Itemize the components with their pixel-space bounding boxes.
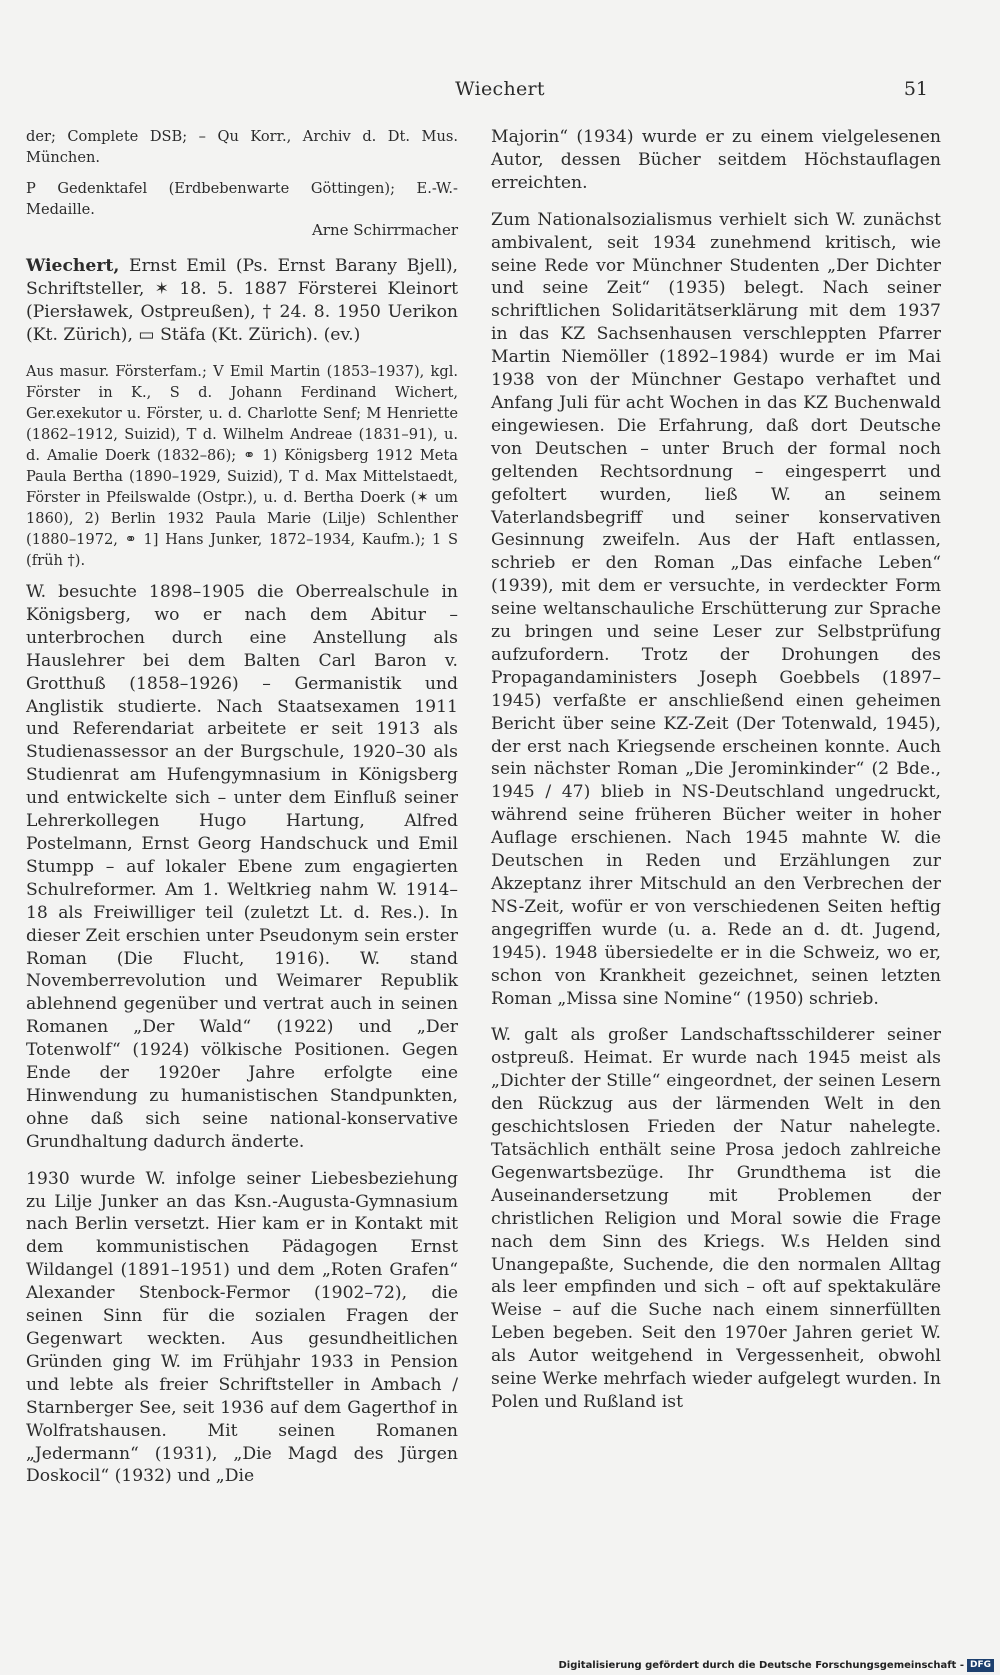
- right-column: [491, 126, 941, 1414]
- body-paragraph-3: Zum Nationalsozialismus verhielt sich W. zunächst ambivalent, seit 1934 zunehmend kritisch, wie seine Rede vor Münchner Studenten „Der Dichter und seine Zeit“ (1935) belegt. Nach seiner schriftlichen Solidaritätserklärung mit dem 1937 in das KZ Sachsenhausen verschleppten Pfarrer Martin Niemöller (1892–1984) wurde er im Mai 1938 von der Münchner Gestapo verhaftet und Anfang Juli für acht Wochen in das KZ Buchenwald eingewiesen. Die Erfahrung, daß dort Deutsche von Deutschen – unter Bruch der formal noch geltenden Rechtsordnung – eingesperrt und gefoltert wurden, ließ W. an seinem Vaterlandsbegriff und seiner konservativen Gesinnung zweifeln. Aus der Haft entlassen, schrieb er den Roman „Das einfache Leben“ (1939), mit dem er versuchte, in verdeckter Form seine weltanschauliche Erschütterung zur Sprache zu bringen und seine Leser zur Selbstprüfung aufzufordern. Trotz der Drohungen des Propagandaministers Joseph Goebbels (1897–1945) verfaßte er anschließend einen geheimen Bericht über seine KZ-Zeit (Der Totenwald, 1945), der erst nach Kriegsende erscheinen konnte. Auch sein nächster Roman „Die Jerominkinder“ (2 Bde., 1945 / 47) blieb in NS-Deutschland ungedruckt, während seine früheren Bücher weiter in hoher Auflage erschienen. Nach 1945 mahnte W. die Deutschen in Reden und Erzählungen zur Akzeptanz ihrer Mitschuld an den Verbrechen der NS-Zeit, wofür er von verschiedenen Seiten heftig angegriffen wurde (u. a. Rede an d. dt. Jugend, 1945). 1948 übersiedelte er in die Schweiz, wo er, schon von Krankheit gezeichnet, seinen letzten Roman „Missa sine Nomine“ (1950) schrieb.: [491, 209, 941, 1009]
- previous-entry-memorial: P Gedenktafel (Erdbebenwarte Göttingen); E.-W.-Medaille.: [26, 180, 458, 218]
- entry-head-details: Ernst Emil (Ps. Ernst Barany Bjell), Schriftsteller, ✶ 18. 5. 1887 Försterei Kleinort (Piersławek, Ostpreußen), † 24. 8. 1950 Uerikon (Kt. Zürich), ▭ Stäfa (Kt. Zürich). (ev.): [26, 256, 458, 345]
- genealogy-paragraph: Aus masur. Försterfam.; V Emil Martin (1853–1937), kgl. Förster in K., S d. Johann Ferdinand Wichert, Ger.exekutor u. Förster, u. d. Charlotte Senf; M Henriette (1862–1912, Suizid), T d. Wilhelm Andreae (1831–91), u. d. Amalie Doerk (1832–86); ⚭ 1) Königsberg 1912 Meta Paula Bertha (1890–1929, Suizid), T d. Max Mittelstaedt, Förster in Pfeilswalde (Ostpr.), u. d. Bertha Doerk (✶ um 1860), 2) Berlin 1932 Paula Marie (Lilje) Schlenther (1880–1972, ⚭ 1] Hans Junker, 1872–1934, Kaufm.); 1 S (früh †).: [26, 363, 458, 569]
- page-number: 51: [903, 78, 928, 100]
- entry-name: Wiechert,: [26, 256, 120, 276]
- digitization-footer: [0, 1657, 994, 1675]
- body-paragraph-2: 1930 wurde W. infolge seiner Liebesbeziehung zu Lilje Junker an das Ksn.-Augusta-Gymnasium nach Berlin versetzt. Hier kam er in Kontakt mit dem kommunistischen Pädagogen Ernst Wildangel (1891–1951) und dem „Roten Grafen“ Alexander Stenbock-Fermor (1902–72), die seinen Sinn für die sozialen Fragen der Gegenwart weckten. Aus gesundheitlichen Gründen ging W. im Frühjahr 1933 in Pension und lebte als freier Schriftsteller in Ambach / Starnberger See, seit 1936 auf dem Gagerthof in Wolfratshausen. Mit seinen Romanen „Jedermann“ (1931), „Die Magd des Jürgen Doskocil“ (1932) und „Die: [26, 1168, 458, 1487]
- page-header-title: Wiechert: [455, 78, 545, 100]
- dfg-logo: DFG: [967, 1659, 994, 1672]
- entry-heading: [26, 255, 458, 347]
- body-paragraph-1: W. besuchte 1898–1905 die Oberrealschule in Königsberg, wo er nach dem Abitur – unterbrochen durch eine Anstellung als Hauslehrer bei dem Balten Carl Baron v. Grotthuß (1858–1926) – Germanistik und Anglistik studierte. Nach Staatsexamen 1911 und Referendariat arbeitete er seit 1913 als Studienassessor an der Burgschule, 1920–30 als Studienrat am Hufengymnasium in Königsberg und entwickelte sich – unter dem Einfluß seiner Lehrerkollegen Hugo Hartung, Alfred Postelmann, Ernst Georg Handschuck und Emil Stumpp – auf lokaler Ebene zum engagierten Schulreformer. Am 1. Weltkrieg nahm W. 1914–18 als Freiwilliger teil (zuletzt Lt. d. Res.). In dieser Zeit erschien unter Pseudonym sein erster Roman (Die Flucht, 1916). W. stand Novemberrevolution und Weimarer Republik ablehnend gegenüber und vertrat auch in seinen Romanen „Der Wald“ (1922) und „Der Totenwolf“ (1924) völkische Positionen. Gegen Ende der 1920er Jahre erfolgte eine Hinwendung zu humanistischen Standpunkten, ohne daß sich seine national-konservative Grundhaltung dadurch änderte.: [26, 582, 458, 1152]
- body-paragraph-2-continued: Majorin“ (1934) wurde er zu einem vielgelesenen Autor, dessen Bücher seitdem Höchstauflagen erreichten.: [491, 127, 941, 193]
- footer-text: Digitalisierung gefördert durch die Deutsche Forschungsgemeinschaft -: [558, 1660, 964, 1671]
- previous-entry-text: der; Complete DSB; – Qu Korr., Archiv d. Dt. Mus. München.: [26, 128, 458, 166]
- body-paragraph-4: W. galt als großer Landschaftsschilderer seiner ostpreuß. Heimat. Er wurde nach 1945 meist als „Dichter der Stille“ eingeordnet, der seinen Lesern den Rückzug aus der lärmenden Welt in den geschichtslosen Frieden der Natur nahelegte. Tatsächlich enthält seine Prosa jedoch zahlreiche Gegenwartsbezüge. Ihr Grundthema ist die Auseinandersetzung mit Problemen der christlichen Religion und Moral sowie die Frage nach dem Sinn des Kriegs. W.s Helden sind Unangepaßte, Suchende, die den normalen Alltag als leer empfinden und sich – oft auf spektakuläre Weise – auf die Suche nach einem sinnerfüllten Leben begeben. Seit den 1970er Jahren geriet W. als Autor weitgehend in Vergessenheit, obwohl seine Werke mehrfach wieder aufgelegt wurden. In Polen und Rußland ist: [491, 1025, 941, 1412]
- author-signature: Arne Schirrmacher: [311, 221, 458, 239]
- left-column: [26, 126, 458, 1488]
